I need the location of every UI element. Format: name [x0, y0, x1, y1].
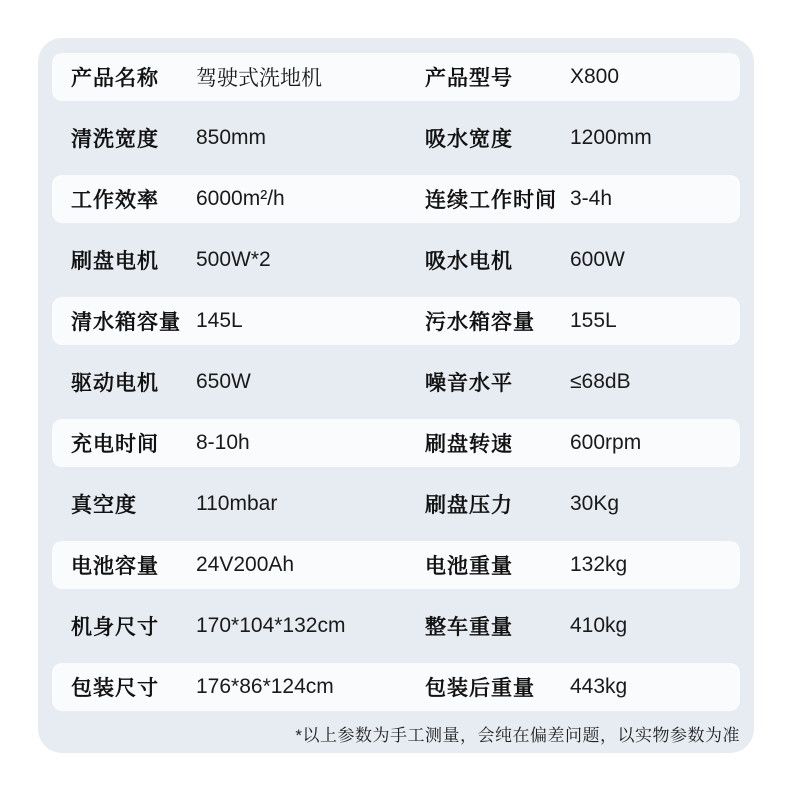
spec-label: 充电时间 [71, 433, 159, 456]
spec-value: 500W*2 [196, 248, 271, 271]
spec-value: 176*86*124cm [196, 675, 334, 698]
spec-row-drive-motor [52, 358, 740, 406]
spec-label: 吸水宽度 [425, 128, 513, 151]
spec-label: 连续工作时间 [425, 189, 557, 212]
spec-value: 30Kg [570, 492, 620, 515]
spec-value: 145L [196, 309, 243, 332]
spec-label: 电池容量 [71, 555, 159, 578]
spec-row-body-size [52, 602, 740, 650]
product-spec-card [38, 38, 754, 753]
spec-label: 噪音水平 [425, 372, 513, 395]
spec-row-brush-motor [52, 236, 740, 284]
spec-label: 驱动电机 [71, 372, 159, 395]
spec-label: 清水箱容量 [71, 311, 181, 334]
spec-label: 吸水电机 [425, 250, 513, 273]
spec-value: 600rpm [570, 431, 642, 454]
spec-row-package-size [52, 663, 740, 711]
spec-value: 600W [570, 248, 625, 271]
spec-value: 443kg [570, 675, 628, 698]
spec-value: 132kg [570, 553, 628, 576]
spec-row-product-name [52, 53, 740, 101]
spec-value: 6000m²/h [196, 187, 285, 210]
spec-value: 驾驶式洗地机 [196, 67, 322, 90]
spec-label: 包装尺寸 [71, 677, 159, 700]
spec-value: ≤68dB [570, 370, 631, 393]
spec-label: 工作效率 [71, 189, 159, 212]
spec-row-vacuum [52, 480, 740, 528]
spec-label: 刷盘电机 [71, 250, 159, 273]
spec-label: 产品名称 [71, 67, 159, 90]
spec-row-battery-capacity [52, 541, 740, 589]
spec-label: 清洗宽度 [71, 128, 159, 151]
spec-label: 刷盘压力 [425, 494, 513, 517]
spec-value: 24V200Ah [196, 553, 295, 576]
spec-row-charge-time [52, 419, 740, 467]
spec-row-work-efficiency [52, 175, 740, 223]
spec-value: 410kg [570, 614, 628, 637]
spec-row-cleaning-width [52, 114, 740, 162]
spec-label: 刷盘转速 [425, 433, 513, 456]
spec-label: 电池重量 [425, 555, 513, 578]
spec-row-clean-tank [52, 297, 740, 345]
spec-label: 产品型号 [425, 67, 513, 90]
spec-label: 真空度 [71, 494, 137, 517]
spec-label: 污水箱容量 [425, 311, 535, 334]
spec-label: 机身尺寸 [71, 616, 159, 639]
spec-value: 155L [570, 309, 617, 332]
spec-value: 850mm [196, 126, 267, 149]
measurement-disclaimer: *以上参数为手工测量，会纯在偏差问题，以实物参数为准 [295, 726, 740, 745]
spec-value: 110mbar [196, 492, 278, 515]
spec-value: 650W [196, 370, 251, 393]
spec-value: 8-10h [196, 431, 250, 454]
spec-value: X800 [570, 65, 620, 88]
spec-label: 整车重量 [425, 616, 513, 639]
spec-value: 1200mm [570, 126, 652, 149]
spec-label: 包装后重量 [425, 677, 535, 700]
spec-value: 3-4h [570, 187, 613, 210]
spec-value: 170*104*132cm [196, 614, 346, 637]
